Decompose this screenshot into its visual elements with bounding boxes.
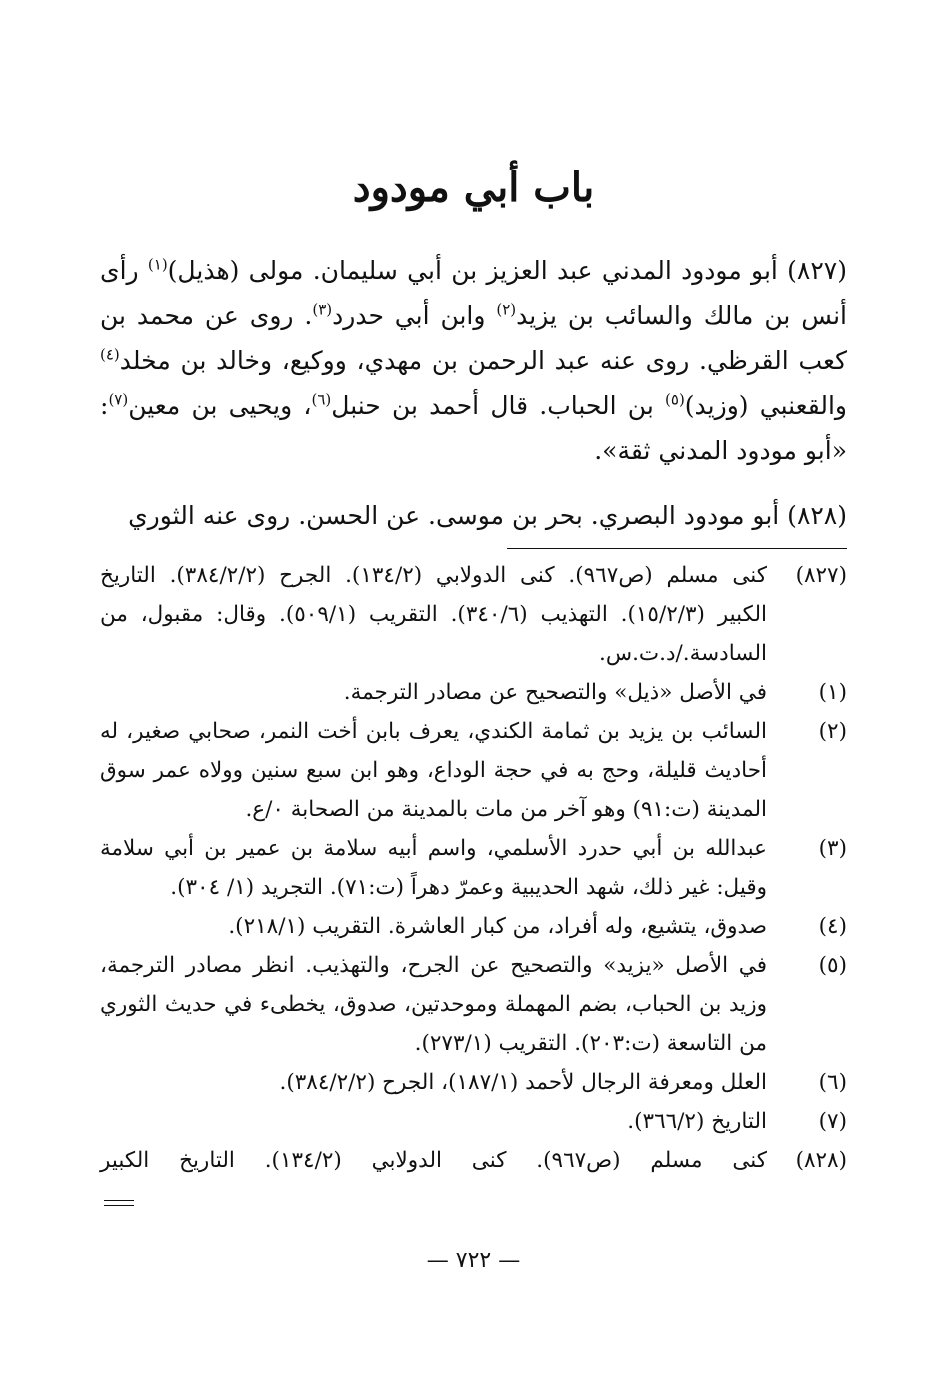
footnote-text: كنى مسلم (ص٩٦٧). كنى الدولابي (١٣٤/٢). التاريخ الكبير <box>100 1148 767 1173</box>
footnote-number: (٢) <box>818 719 847 744</box>
page-number: — ٧٢٢ — <box>426 1248 521 1273</box>
entry-text: ، ويحيى بن معين <box>128 391 312 420</box>
footnote-item <box>100 1141 847 1180</box>
entry-text: رأى أنس بن مالك والسائب بن يزيد <box>100 256 848 330</box>
footnote-text: عبدالله بن أبي حدرد الأسلمي، واسم أبيه سلامة بن عمير بن أبي سلامة وقيل: غير ذلك، شهد الحديبية وعمرّ دهراً (ت:٧١). التجريد (١/ ٣٠٤). <box>100 836 767 900</box>
footnote-divider <box>507 548 847 549</box>
footnote-item <box>100 1102 847 1141</box>
footnote-text: في الأصل «ذيل» والتصحيح عن مصادر الترجمة. <box>343 680 767 705</box>
footnote-number: (٦) <box>818 1070 847 1095</box>
entry-827 <box>100 248 847 473</box>
footnote-item <box>100 712 847 829</box>
footnote-ref: (١) <box>147 255 168 274</box>
footnote-item <box>100 673 847 712</box>
footnote-ref: (٦) <box>311 390 332 409</box>
footnote-text: كنى مسلم (ص٩٦٧). كنى الدولابي (١٣٤/٢). الجرح (٣٨٤/٢/٢). التاريخ الكبير (١٥/٢/٣). التهذيب (٣٤٠/٦). التقريب (٥٠٩/١). وقال: مقبول، من السادسة./د.ت.س. <box>100 563 768 666</box>
footnote-ref: (٥) <box>665 390 685 409</box>
footnote-ref: (٧) <box>108 390 129 409</box>
footnote-number: (٧) <box>818 1109 847 1134</box>
footnote-item <box>100 829 847 907</box>
footnote-number: (٨٢٨) <box>795 1148 847 1173</box>
continuation-mark <box>104 1200 134 1210</box>
entry-text: أبو مودود المدني عبد العزيز بن أبي سليمان. مولى (هذيل) <box>167 256 788 285</box>
entry-number: (٨٢٧) <box>787 256 847 285</box>
entry-text: وابن أبي حدرد <box>332 301 497 330</box>
footnote-number: (٨٢٧) <box>795 563 847 588</box>
footnote-ref: (٣) <box>312 300 333 319</box>
footnote-ref: (٤) <box>100 345 120 364</box>
footnote-text: التاريخ (٣٦٦/٢). <box>627 1109 767 1134</box>
footnote-text: صدوق، يتشيع، وله أفراد، من كبار العاشرة. التقريب (٢١٨/١). <box>228 914 767 939</box>
footnote-number: (٥) <box>818 953 847 978</box>
footnote-item <box>100 946 847 1063</box>
entry-828 <box>100 493 847 542</box>
entry-number: (٨٢٨) <box>787 501 847 530</box>
footnote-text: العلل ومعرفة الرجال لأحمد (١٨٧/١)، الجرح (٣٨٤/٢/٢). <box>279 1070 767 1095</box>
footnote-item <box>100 556 847 673</box>
footnote-ref: (٢) <box>496 300 517 319</box>
entry-text: أبو مودود البصري. بحر بن موسى. عن الحسن. روى عنه الثوري <box>128 501 788 530</box>
footnote-number: (٣) <box>818 836 847 861</box>
footnote-text: السائب بن يزيد بن ثمامة الكندي، يعرف بابن أخت النمر، صحابي صغير، له أحاديث قليلة، وحج به في حجة الوداع، وهو ابن سبع سنين وولاه عمر سوق المدينة (ت:٩١) وهو آخر من مات بالمدينة من الصحابة ٠/ع. <box>100 719 767 822</box>
footnotes <box>100 556 847 1180</box>
footnote-text: في الأصل «يزيد» والتصحيح عن الجرح، والتهذيب. انظر مصادر الترجمة، وزيد بن الحباب، بضم المهملة وموحدتين، صدوق، يخطىء في حديث الثوري من التاسعة (ت:٢٠٣). التقريب (٢٧٣/١). <box>100 953 767 1056</box>
footnote-item <box>100 907 847 946</box>
entry-text: . روى عن محمد بن كعب القرظي. روى عنه عبد الرحمن بن مهدي، ووكيع، وخالد بن مخلد <box>100 301 847 375</box>
entry-text: بن الحباب. قال أحمد بن حنبل <box>331 391 666 420</box>
main-text <box>100 248 847 562</box>
footnote-number: (١) <box>818 680 847 705</box>
footnote-item <box>100 1063 847 1102</box>
entry-text: : «أبو مودود المدني ثقة». <box>100 391 847 465</box>
footnote-number: (٤) <box>818 914 847 939</box>
chapter-title: باب أبي مودود <box>352 164 595 211</box>
entry-text: والقعنبي (وزيد) <box>684 391 848 420</box>
